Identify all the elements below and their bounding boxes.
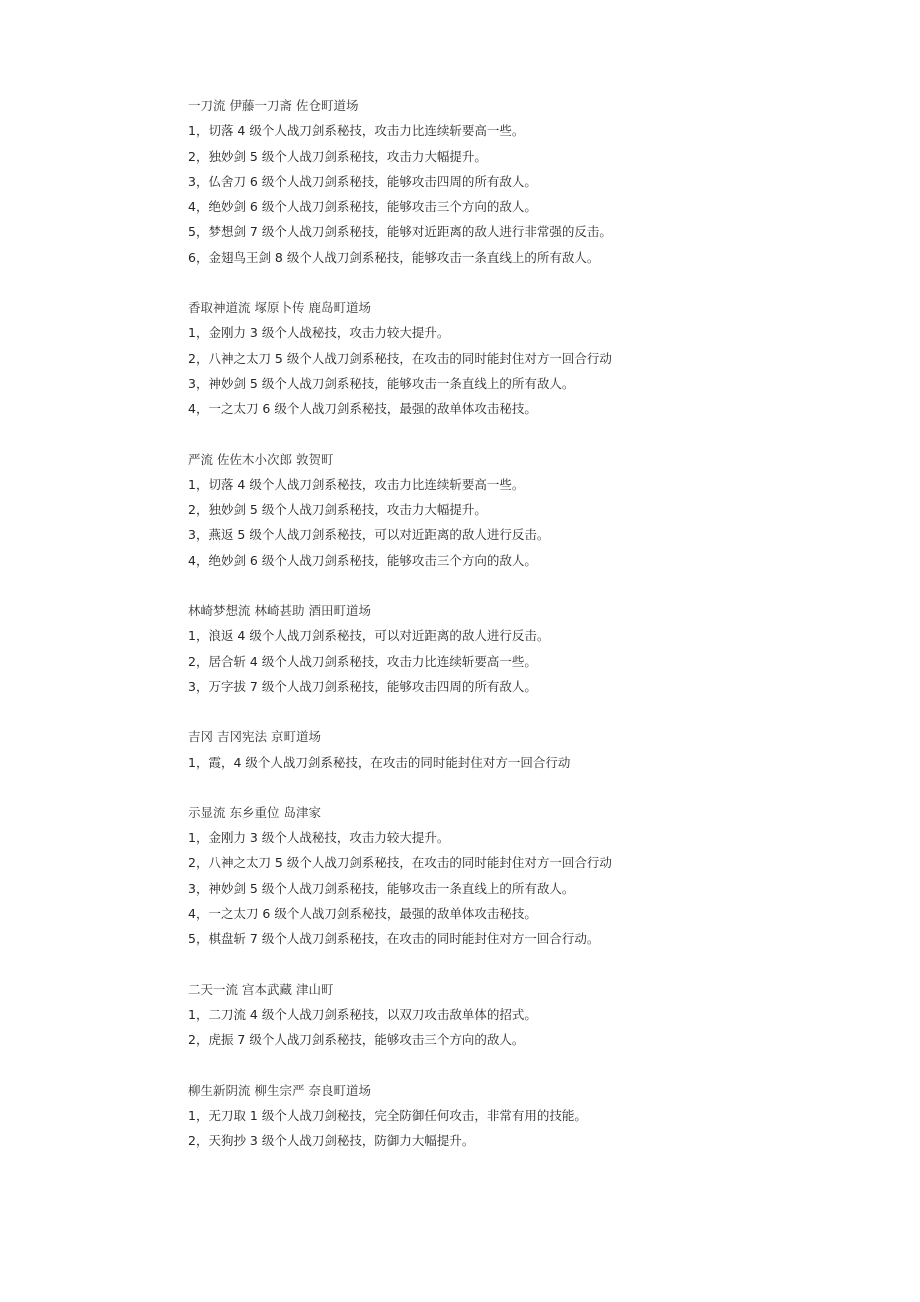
technique-item: 4，绝妙剑 6 级个人战刀剑系秘技，能够攻击三个方向的敌人。 (188, 552, 537, 568)
technique-item: 2，八神之太刀 5 级个人战刀剑系秘技，在攻击的同时能封住对方一回合行动 (188, 855, 612, 871)
technique-item: 1，切落 4 级个人战刀剑系秘技，攻击力比连续斩要高一些。 (188, 476, 525, 492)
technique-item: 5，棋盘斩 7 级个人战刀剑系秘技，在攻击的同时能封住对方一回合行动。 (188, 931, 600, 947)
technique-item: 2，虎振 7 级个人战刀剑系秘技，能够攻击三个方向的敌人。 (188, 1032, 525, 1048)
school-heading: 柳生新阴流 柳生宗严 奈良町道场 (188, 1082, 371, 1098)
technique-item: 1，金刚力 3 级个人战秘技，攻击力较大提升。 (188, 830, 450, 846)
technique-item: 4，绝妙剑 6 级个人战刀剑系秘技，能够攻击三个方向的敌人。 (188, 199, 537, 215)
technique-item: 3，燕返 5 级个人战刀剑系秘技，可以对近距离的敌人进行反击。 (188, 527, 550, 543)
document-body (188, 96, 888, 1181)
technique-item: 3，神妙剑 5 级个人战刀剑系秘技，能够攻击一条直线上的所有敌人。 (188, 375, 575, 391)
technique-item: 1，浪返 4 级个人战刀剑系秘技，可以对近距离的敌人进行反击。 (188, 628, 550, 644)
school-heading: 香取神道流 塚原卜传 鹿岛町道场 (188, 300, 371, 316)
school-heading: 二天一流 宫本武藏 津山町 (188, 981, 334, 997)
technique-item: 3，万字拔 7 级个人战刀剑系秘技，能够攻击四周的所有敌人。 (188, 678, 537, 694)
school-section (188, 450, 888, 576)
technique-item: 1，切落 4 级个人战刀剑系秘技，攻击力比连续斩要高一些。 (188, 123, 525, 139)
technique-item: 1，霞，4 级个人战刀剑系秘技，在攻击的同时能封住对方一回合行动 (188, 754, 571, 770)
technique-item: 4，一之太刀 6 级个人战刀剑系秘技，最强的敌单体攻击秘技。 (188, 401, 537, 417)
school-heading: 吉冈 吉冈宪法 京町道场 (188, 729, 321, 745)
technique-item: 6，金翅鸟王剑 8 级个人战刀剑系秘技，能够攻击一条直线上的所有敌人。 (188, 249, 600, 265)
school-heading: 一刀流 伊藤一刀斋 佐仓町道场 (188, 98, 359, 113)
school-section (188, 601, 888, 702)
technique-item: 2，独妙剑 5 级个人战刀剑系秘技，攻击力大幅提升。 (188, 502, 487, 518)
school-section (188, 980, 888, 1056)
technique-item: 2，天狗抄 3 级个人战刀剑秘技，防御力大幅提升。 (188, 1133, 475, 1149)
technique-item: 4，一之太刀 6 级个人战刀剑系秘技，最强的敌单体攻击秘技。 (188, 906, 537, 922)
technique-item: 1，无刀取 1 级个人战刀剑秘技，完全防御任何攻击，非常有用的技能。 (188, 1107, 587, 1123)
school-section (188, 727, 888, 778)
technique-item: 2，八神之太刀 5 级个人战刀剑系秘技，在攻击的同时能封住对方一回合行动 (188, 350, 612, 366)
school-heading: 林崎梦想流 林崎甚助 酒田町道场 (188, 603, 371, 619)
technique-item: 2，独妙剑 5 级个人战刀剑系秘技，攻击力大幅提升。 (188, 148, 487, 164)
school-section (188, 1081, 888, 1157)
school-section (188, 96, 888, 273)
technique-item: 5，梦想剑 7 级个人战刀剑系秘技，能够对近距离的敌人进行非常强的反击。 (188, 224, 612, 240)
technique-item: 1，金刚力 3 级个人战秘技，攻击力较大提升。 (188, 325, 450, 341)
school-section (188, 803, 888, 955)
school-section (188, 298, 888, 424)
technique-item: 3，仏舍刀 6 级个人战刀剑系秘技，能够攻击四周的所有敌人。 (188, 173, 537, 189)
school-heading: 示显流 东乡重位 岛津家 (188, 804, 321, 820)
technique-item: 3，神妙剑 5 级个人战刀剑系秘技，能够攻击一条直线上的所有敌人。 (188, 880, 575, 896)
technique-item: 2，居合斩 4 级个人战刀剑系秘技，攻击力比连续斩要高一些。 (188, 653, 537, 669)
school-heading: 严流 佐佐木小次郎 敦贺町 (188, 451, 334, 467)
technique-item: 1，二刀流 4 级个人战刀剑系秘技，以双刀攻击敌单体的招式。 (188, 1006, 537, 1022)
